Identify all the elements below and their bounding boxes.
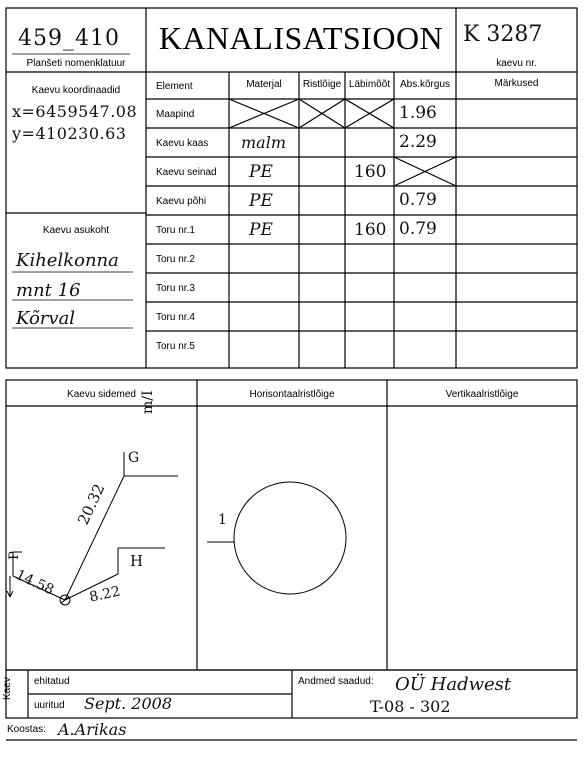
table-row [146, 157, 577, 186]
row-material: PE [249, 220, 273, 240]
table-row [146, 215, 577, 244]
row-abs-height: 0.79 [399, 190, 437, 210]
well-number-value: K 3287 [463, 22, 543, 47]
vertical-section-label: Vertikaalristlõige [445, 389, 519, 400]
column-header-cross-section: Ristlõige [302, 79, 342, 90]
surveyed-label: uuritud [34, 700, 65, 711]
location-line-2: mnt 16 [16, 280, 81, 301]
row-element: Toru nr.4 [156, 312, 195, 323]
tie-left-label: P [6, 551, 22, 560]
row-material: PE [249, 191, 273, 211]
data-from-line-1: OÜ Hadwest [395, 674, 512, 695]
horizontal-section [207, 482, 346, 594]
row-element: Toru nr.1 [156, 225, 195, 236]
row-element: Kaevu kaas [156, 138, 209, 149]
built-label: ehitatud [34, 676, 70, 687]
tie-top-label: m/I [140, 390, 156, 414]
well-number-label: kaevu nr. [496, 58, 537, 69]
location-line-3: Kõrval [16, 308, 76, 329]
tie-distance-1: 20.32 [74, 481, 109, 528]
row-element: Kaevu seinad [156, 167, 217, 178]
location-line-1: Kihelkonna [16, 250, 119, 271]
column-header-material: Materjal [246, 79, 282, 90]
nomenclature-value: 459_410 [18, 26, 120, 51]
row-abs-height: 1.96 [399, 103, 437, 123]
row-element: Maapind [156, 109, 195, 120]
ties-label: Kaevu sidemed [67, 389, 136, 400]
surveyed-value: Sept. 2008 [84, 694, 172, 713]
coordinate-x: x=6459547.08 [12, 102, 138, 121]
horizontal-section-label: Horisontaalristlõige [249, 389, 335, 400]
table-row [146, 186, 577, 215]
location-label: Kaevu asukoht [42, 225, 110, 236]
column-header-diameter: Läbimõõt [348, 79, 391, 90]
row-diameter: 160 [354, 162, 387, 182]
tie-distance-3: 8.22 [88, 583, 122, 606]
row-element: Toru nr.5 [156, 341, 195, 352]
tie-distance-2: 14.58 [13, 567, 57, 599]
table-row [146, 331, 577, 368]
column-header-notes: Märkused [494, 78, 539, 89]
data-from-line-2: T-08 - 302 [370, 697, 451, 716]
tie-top-box-label: G [128, 450, 140, 466]
author-label: Koostas: [7, 724, 46, 735]
well-label: Kaev [2, 677, 13, 700]
column-header-element: Element [156, 81, 193, 92]
row-element: Toru nr.3 [156, 283, 195, 294]
row-abs-height: 2.29 [399, 132, 437, 152]
nomenclature-label: Planšeti nomenklatuur [26, 58, 126, 69]
table-row [146, 302, 577, 331]
data-from-label: Andmed saadud: [298, 676, 374, 687]
row-material: PE [249, 162, 273, 182]
pipe-label: 1 [218, 512, 227, 528]
row-abs-height: 0.79 [399, 219, 437, 239]
coordinate-y: y=410230.63 [12, 124, 127, 143]
table-row [146, 273, 577, 302]
row-element: Toru nr.2 [156, 254, 195, 265]
table-row [146, 244, 577, 273]
tie-right-box-label: H [130, 552, 144, 570]
table-row [146, 128, 577, 157]
row-diameter: 160 [354, 220, 387, 240]
author-value: A.Arikas [58, 720, 127, 739]
row-material: malm [241, 133, 286, 152]
column-header-abs-height: Abs.kõrgus [399, 79, 451, 90]
page-title: KANALISATSIOON [158, 20, 444, 56]
table-row [146, 99, 577, 128]
row-element: Kaevu põhi [156, 196, 207, 207]
coordinates-label: Kaevu koordinaadid [31, 85, 121, 96]
